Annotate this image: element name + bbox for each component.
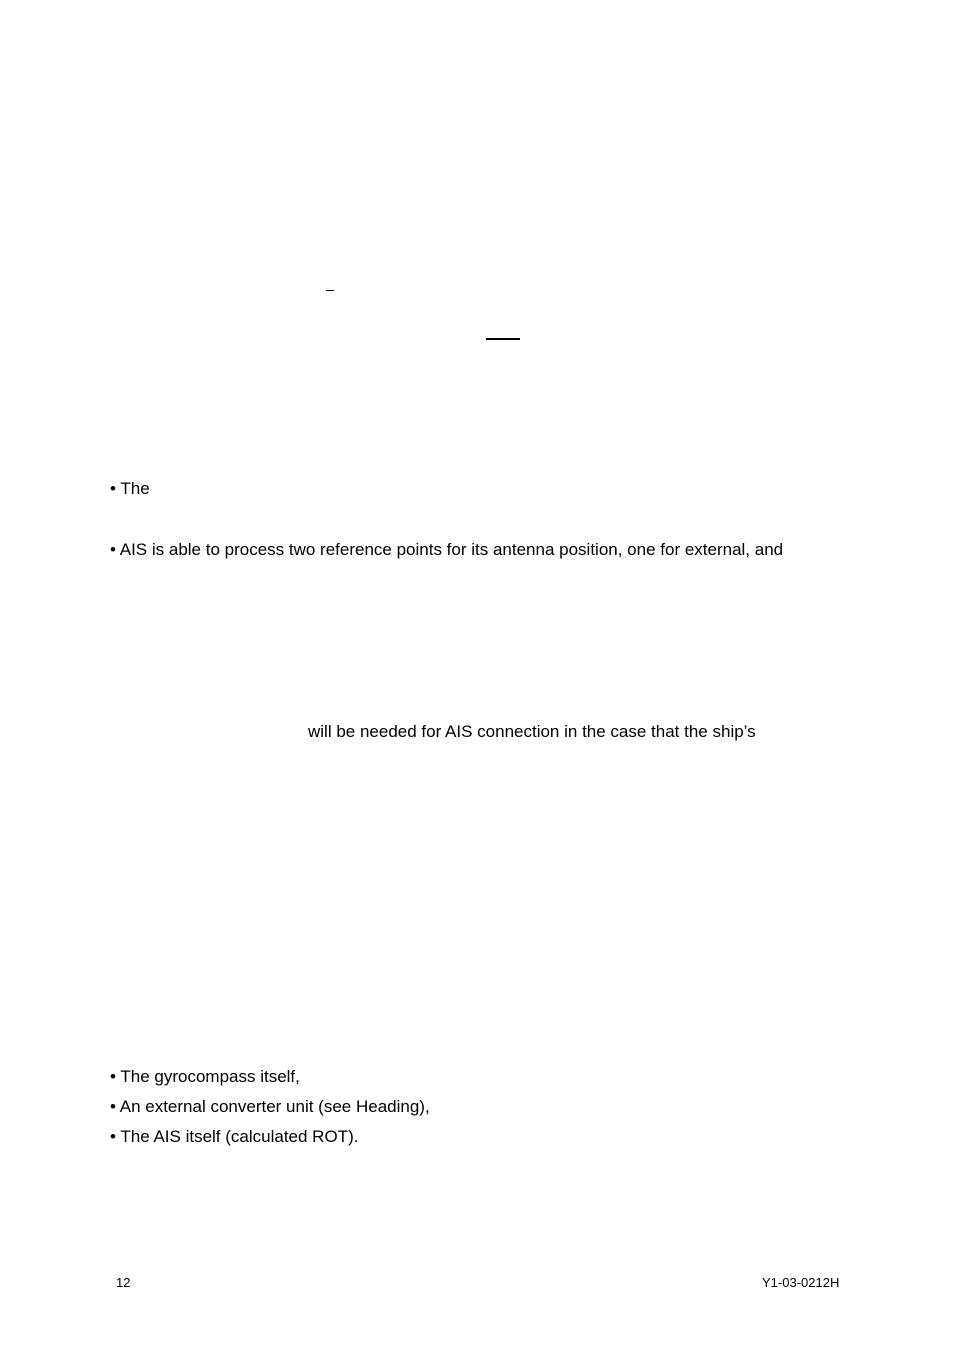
rot-source-converter: • An external converter unit (see Heading),: [110, 1097, 430, 1116]
connection-fragment: will be needed for AIS connection in the case that the ship’s: [308, 722, 756, 741]
document-code: Y1-03-0212H: [762, 1275, 840, 1290]
bullet-ais-reference-points: • AIS is able to process two reference points for its antenna position, one for external, and: [110, 540, 784, 559]
bullet-the: • The: [110, 479, 150, 498]
rot-source-gyrocompass: • The gyrocompass itself,: [110, 1067, 300, 1086]
underline-rule: [486, 338, 520, 340]
rot-source-ais: • The AIS itself (calculated ROT).: [110, 1127, 359, 1146]
dash-mark: [326, 290, 334, 291]
page-number: 12: [116, 1275, 131, 1290]
